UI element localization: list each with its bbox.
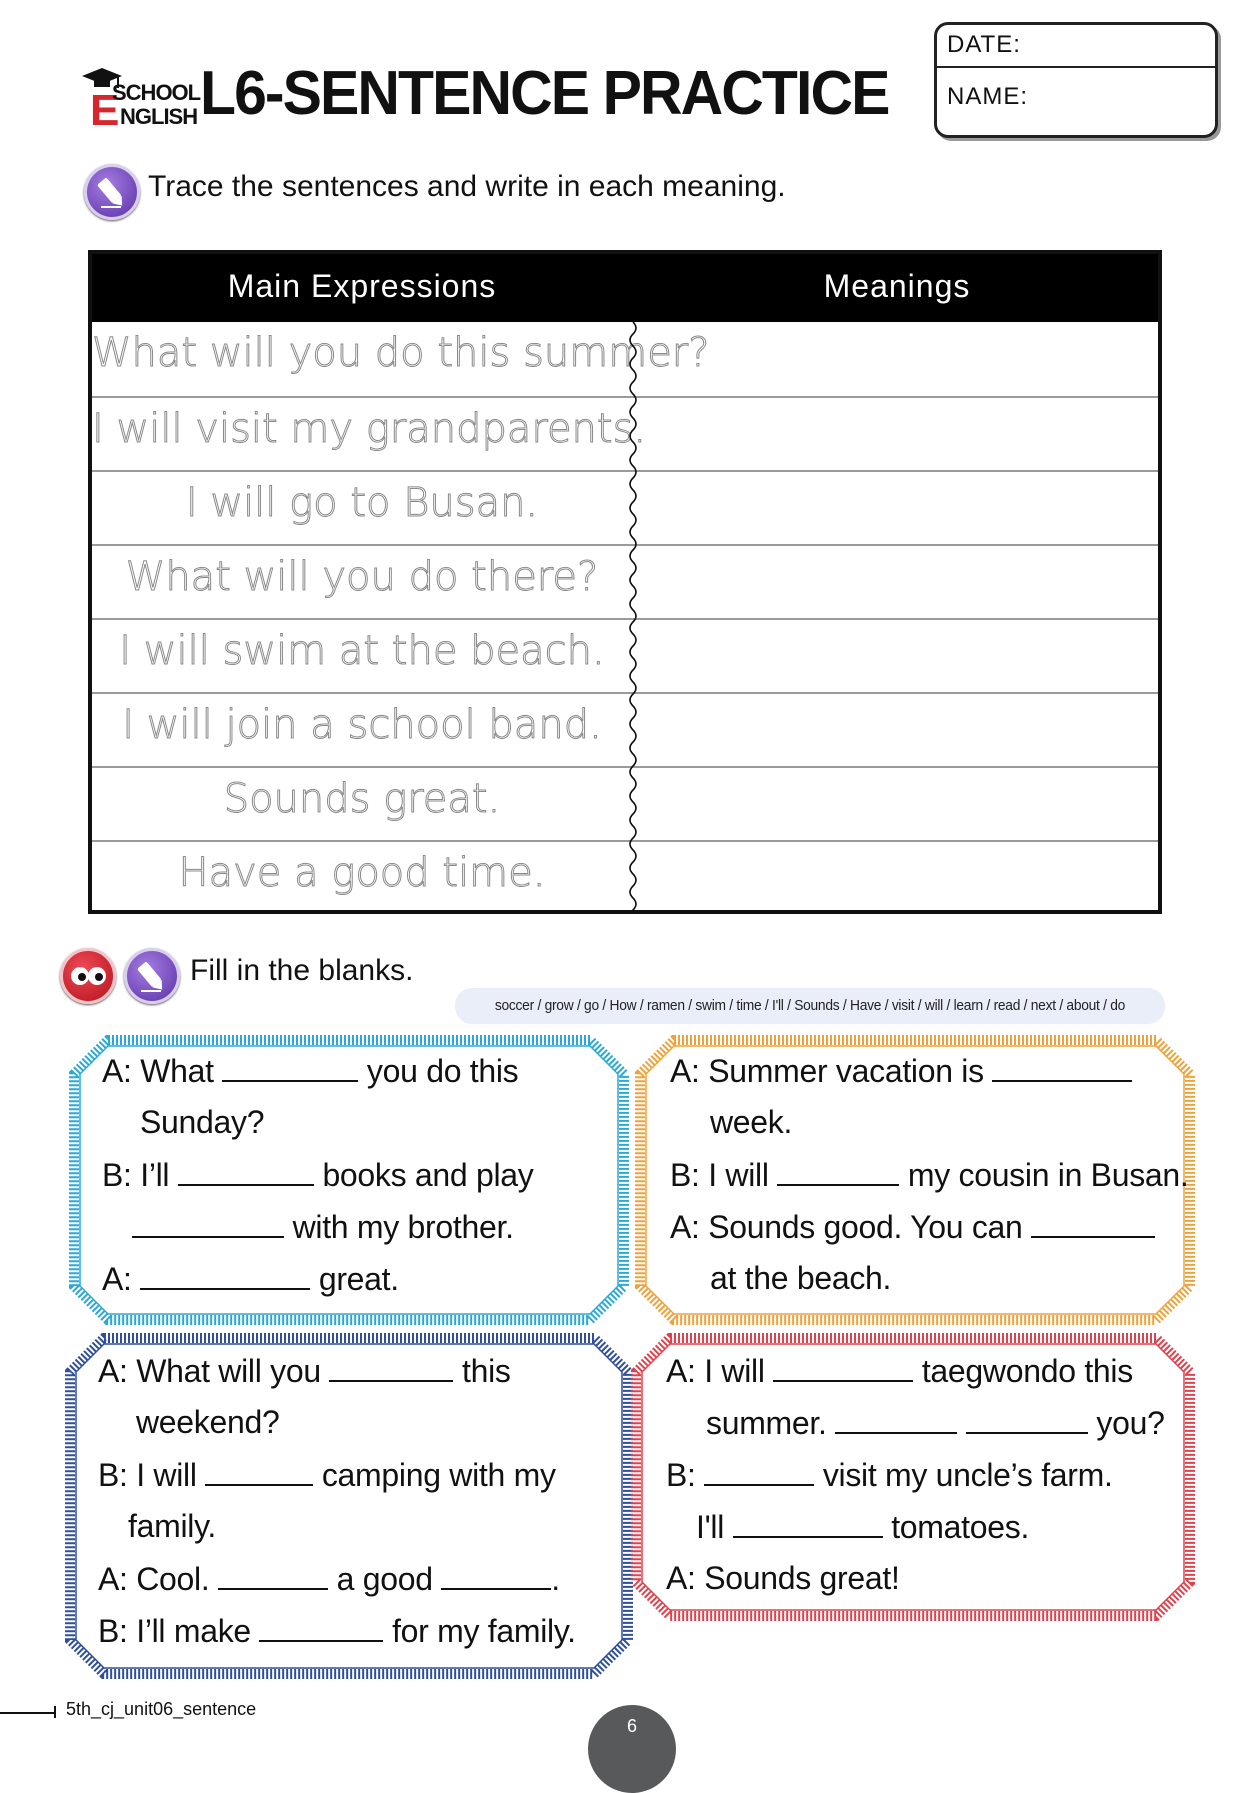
dialog-text: B: I will [98, 1457, 197, 1493]
blank-field[interactable] [1031, 1208, 1155, 1238]
trace-sentence: Have a good time. [178, 850, 546, 896]
blank-field[interactable] [222, 1052, 358, 1082]
dialog-text: this [462, 1353, 511, 1389]
table-row [92, 840, 1158, 914]
header-meanings: Meanings [823, 268, 971, 304]
meaning-field[interactable] [636, 546, 1158, 618]
dialog-line [666, 1560, 900, 1597]
pencil-icon [84, 164, 140, 220]
blank-field[interactable] [259, 1612, 383, 1642]
table-row [92, 470, 1158, 544]
dialog-text: you? [1096, 1405, 1165, 1441]
blank-field[interactable] [773, 1352, 913, 1382]
meaning-field[interactable] [636, 398, 1158, 470]
dialog-text: with my brother. [292, 1209, 514, 1245]
trace-sentence: I will swim at the beach. [119, 628, 605, 674]
blank-field[interactable] [178, 1156, 314, 1186]
dialog-text: my cousin in Busan. [907, 1157, 1189, 1193]
dialog-text: family. [128, 1508, 216, 1544]
dialog-text: I'll [696, 1509, 725, 1545]
logo-letter: E [90, 86, 120, 135]
table-row [92, 692, 1158, 766]
eyes-glyph-icon [63, 951, 113, 1001]
meaning-field[interactable] [636, 842, 1158, 914]
dialog-line [128, 1508, 216, 1545]
pencil-glyph-icon [127, 951, 177, 1001]
dialog-text: you do this [366, 1053, 519, 1089]
dialog-line [670, 1052, 1132, 1090]
meaning-field[interactable] [636, 322, 1158, 396]
footer-code: 5th_cj_unit06_sentence [66, 1699, 257, 1719]
fill-instruction: Fill in the blanks. [190, 954, 414, 987]
page-number: 6 [588, 1705, 676, 1793]
dialog-text: week. [710, 1104, 793, 1140]
dialog-line [98, 1456, 556, 1494]
trace-sentence: I will visit my grandparents. [92, 406, 647, 452]
page-title: L6-SENTENCE PRACTICE [200, 59, 889, 128]
dialog-text: visit my uncle’s farm. [822, 1457, 1113, 1493]
trace-sentence: Sounds great. [223, 776, 501, 822]
table-row [92, 322, 1158, 396]
name-label: NAME: [947, 83, 1029, 110]
dialog-box-red [630, 1332, 1196, 1622]
dialog-text: A: Sounds great! [666, 1560, 900, 1596]
dialog-text: . [551, 1561, 560, 1597]
dialog-line [710, 1104, 792, 1141]
dialog-text: taegwondo this [921, 1353, 1133, 1389]
dialog-line [706, 1404, 1165, 1442]
dialog-text: a good [336, 1561, 433, 1597]
dialog-text: summer. [706, 1405, 827, 1441]
blank-field[interactable] [205, 1456, 313, 1486]
dialog-line [98, 1352, 511, 1390]
blank-field[interactable] [704, 1456, 814, 1486]
dialog-text: at the beach. [710, 1260, 892, 1296]
dialog-text: B: I will [670, 1157, 769, 1193]
table-row [92, 396, 1158, 470]
dialog-text: A: What [102, 1053, 214, 1089]
dialog-line [98, 1560, 560, 1598]
dialog-line [102, 1052, 518, 1090]
date-label: DATE: [947, 31, 1021, 58]
dialog-text: camping with my [321, 1457, 556, 1493]
dialog-text: A: [102, 1261, 132, 1297]
dialog-text: B: I’ll make [98, 1613, 251, 1649]
eyes-icon [60, 948, 116, 1004]
table-row [92, 618, 1158, 692]
dialog-text: books and play [322, 1157, 534, 1193]
dialog-line [140, 1104, 264, 1141]
logo-school-text: SCHOOL [112, 80, 201, 105]
dialog-box-blue [68, 1034, 630, 1326]
trace-instruction: Trace the sentences and write in each meaning. [148, 170, 786, 203]
dialog-text: great. [318, 1261, 399, 1297]
dialog-text: for my family. [392, 1613, 576, 1649]
dialog-text: weekend? [136, 1404, 280, 1440]
school-english-logo [82, 68, 201, 135]
date-name-box [934, 22, 1218, 138]
meaning-field[interactable] [636, 768, 1158, 840]
dialog-line [136, 1404, 280, 1441]
date-name-divider [937, 66, 1215, 68]
dialog-text: tomatoes. [891, 1509, 1030, 1545]
dialog-text: A: Sounds good. You can [670, 1209, 1023, 1245]
dialog-text: Sunday? [140, 1104, 265, 1140]
dialog-line [98, 1612, 576, 1650]
blank-field[interactable] [329, 1352, 453, 1382]
dialog-line [666, 1352, 1133, 1390]
dialog-box-orange [634, 1034, 1196, 1326]
wavy-divider [626, 322, 640, 914]
footer-rule [0, 1712, 54, 1714]
pencil-glyph-icon [87, 167, 137, 217]
dialog-text: A: Summer vacation is [670, 1053, 984, 1089]
trace-sentence: What will you do there? [125, 554, 599, 600]
trace-sentence: I will go to Busan. [185, 480, 539, 526]
meaning-field[interactable] [636, 694, 1158, 766]
dialog-line [102, 1260, 399, 1298]
dialog-text: A: Cool. [98, 1561, 210, 1597]
header-main-expressions: Main Expressions [227, 268, 497, 304]
dialog-text: B: [666, 1457, 696, 1493]
blank-field[interactable] [218, 1560, 328, 1590]
blank-field[interactable] [966, 1404, 1088, 1434]
blank-field[interactable] [132, 1208, 284, 1238]
blank-field[interactable] [992, 1052, 1132, 1082]
blank-field[interactable] [777, 1156, 899, 1186]
table-row [92, 766, 1158, 840]
blank-field[interactable] [140, 1260, 310, 1290]
dialog-line [102, 1156, 534, 1194]
meaning-field[interactable] [636, 472, 1158, 544]
word-bank: soccer / grow / go / How / ramen / swim / time / I'll / Sounds / Have / visit / will / learn / read / next / about / do [455, 988, 1165, 1024]
table-row [92, 544, 1158, 618]
dialog-line [670, 1156, 1189, 1194]
table-header [92, 254, 1158, 322]
blank-field[interactable] [441, 1560, 551, 1590]
expressions-table [88, 250, 1162, 914]
dialog-line [670, 1208, 1155, 1246]
dialog-line [710, 1260, 891, 1297]
trace-sentence: What will you do this summer? [92, 330, 710, 376]
dialog-text: A: What will you [98, 1353, 321, 1389]
dialog-text: A: I will [666, 1353, 765, 1389]
logo-english-text: NGLISH [120, 104, 198, 129]
dialog-box-navy [64, 1332, 634, 1680]
dialog-line [132, 1208, 514, 1246]
blank-field[interactable] [733, 1508, 883, 1538]
pencil-icon [124, 948, 180, 1004]
meaning-field[interactable] [636, 620, 1158, 692]
dialog-line [666, 1456, 1113, 1494]
blank-field[interactable] [835, 1404, 957, 1434]
dialog-text: B: I’ll [102, 1157, 170, 1193]
footer-tick [54, 1706, 56, 1718]
dialog-line [696, 1508, 1029, 1546]
trace-sentence: I will join a school band. [122, 702, 602, 748]
